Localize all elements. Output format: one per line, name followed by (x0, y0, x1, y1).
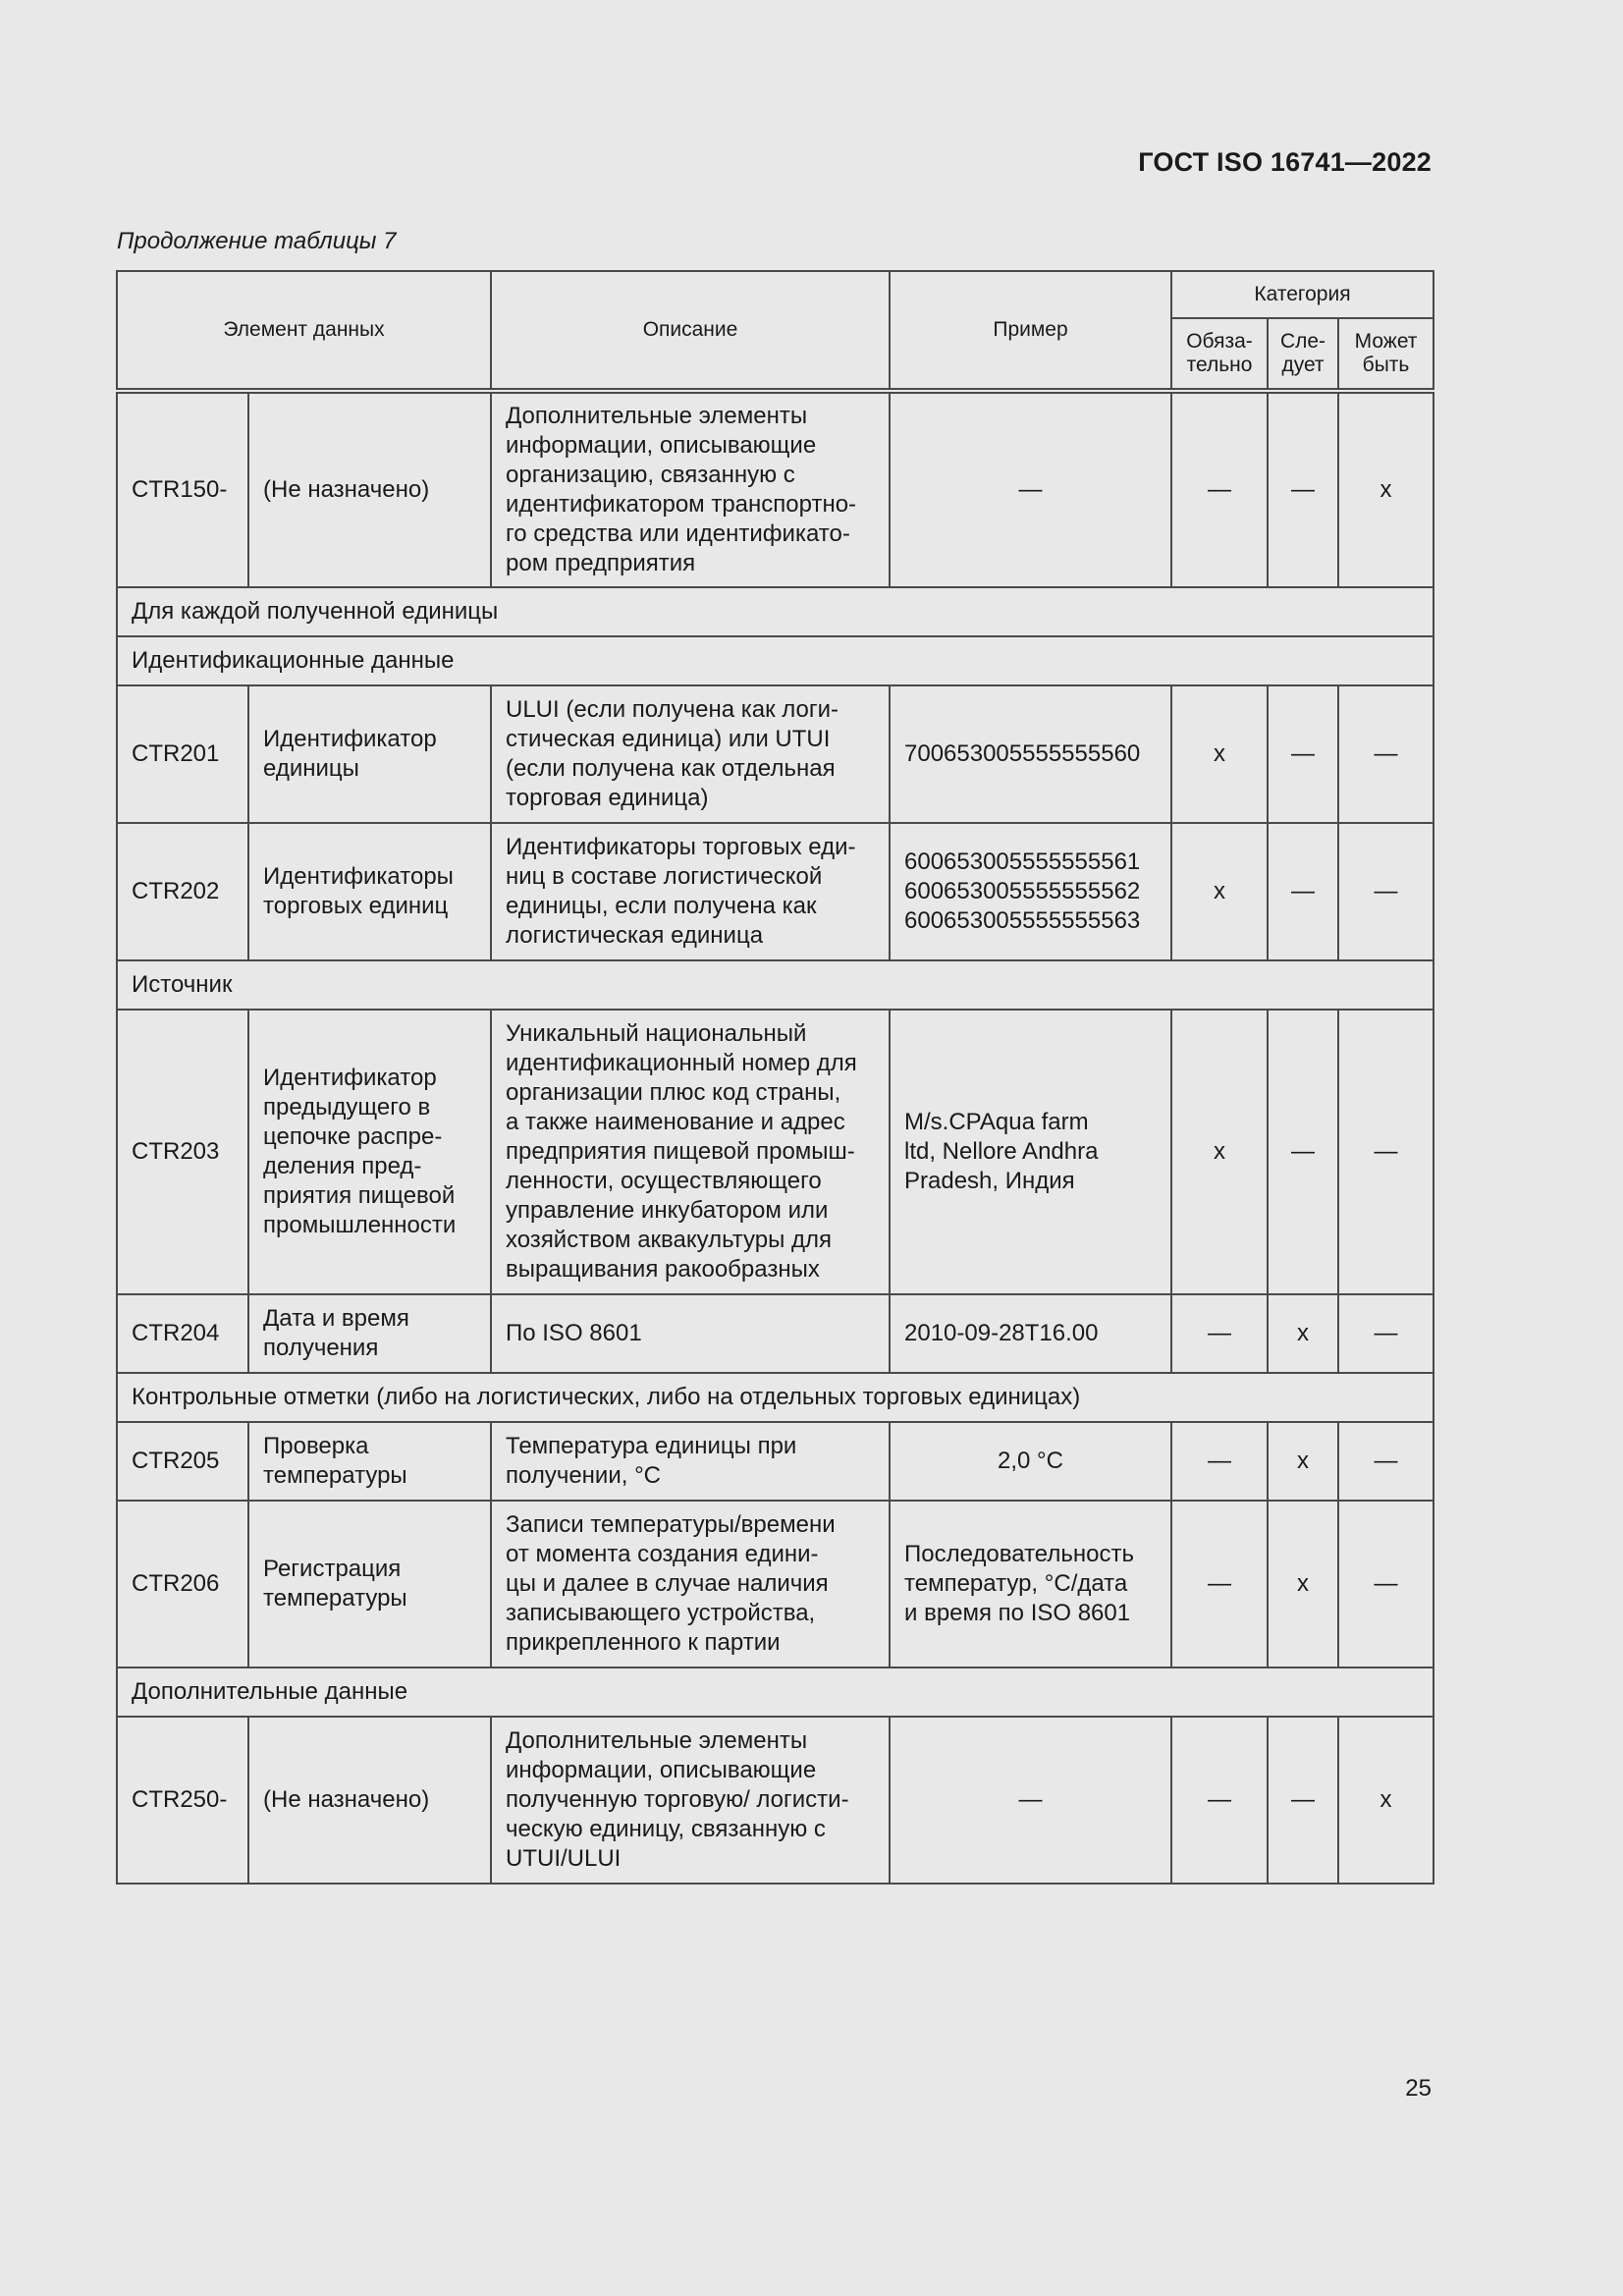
section-label: Источник (117, 960, 1434, 1010)
mandatory-cell: x (1171, 823, 1268, 960)
code-cell: CTR150- (117, 391, 248, 587)
description-cell: Дополнительные элементы информации, описывающие полученную торговую/ логисти- ческую единицу, связанную с UTUI/ULUI (491, 1717, 890, 1884)
should-cell: x (1268, 1501, 1338, 1667)
mandatory-cell: — (1171, 1501, 1268, 1667)
mandatory-cell: x (1171, 685, 1268, 823)
name-cell: Регистрация температуры (248, 1501, 491, 1667)
header-element: Элемент данных (117, 271, 491, 391)
data-table (116, 270, 1433, 1885)
mandatory-cell: — (1171, 1717, 1268, 1884)
name-cell: Идентификаторы торговых единиц (248, 823, 491, 960)
table-row (117, 1717, 1434, 1884)
table-row (117, 685, 1434, 823)
should-cell: — (1268, 685, 1338, 823)
should-cell: x (1268, 1294, 1338, 1373)
section-label: Идентификационные данные (117, 636, 1434, 685)
example-cell: 2010-09-28T16.00 (890, 1294, 1171, 1373)
table-caption: Продолжение таблицы 7 (117, 228, 397, 254)
name-cell: Проверка температуры (248, 1422, 491, 1501)
description-cell: Температура единицы при получении, °C (491, 1422, 890, 1501)
may-cell: x (1338, 391, 1434, 587)
code-cell: CTR250- (117, 1717, 248, 1884)
example-cell: — (890, 1717, 1171, 1884)
section-label: Контрольные отметки (либо на логистических, либо на отдельных торговых единицах) (117, 1373, 1434, 1422)
table-row (117, 391, 1434, 587)
code-cell: CTR203 (117, 1010, 248, 1294)
table-section-row (117, 636, 1434, 685)
table-section-row (117, 1373, 1434, 1422)
table-section-row (117, 587, 1434, 636)
example-cell: 600653005555555561 600653005555555562 600653005555555563 (890, 823, 1171, 960)
code-cell: CTR201 (117, 685, 248, 823)
code-cell: CTR202 (117, 823, 248, 960)
may-cell: — (1338, 1501, 1434, 1667)
description-cell: Записи температуры/времени от момента создания едини- цы и далее в случае наличия записывающего устройства, прикрепленного к партии (491, 1501, 890, 1667)
table-row (117, 1422, 1434, 1501)
description-cell: Уникальный национальный идентификационный номер для организации плюс код страны, а также наименование и адрес предприятия пищевой промыш- ленности, осуществляющего управление инкубатором или хозяйством аквакультуры для выращивания ракообразных (491, 1010, 890, 1294)
may-cell: — (1338, 823, 1434, 960)
example-cell: 2,0 °C (890, 1422, 1171, 1501)
table-row (117, 823, 1434, 960)
name-cell: Идентификатор предыдущего в цепочке распре- деления пред- приятия пищевой промышленности (248, 1010, 491, 1294)
should-cell: — (1268, 391, 1338, 587)
code-cell: CTR204 (117, 1294, 248, 1373)
table-row (117, 1294, 1434, 1373)
may-cell: — (1338, 685, 1434, 823)
description-cell: По ISO 8601 (491, 1294, 890, 1373)
description-cell: Дополнительные элементы информации, описывающие организацию, связанную с идентификатором транспортно- го средства или идентификато- ром предприятия (491, 391, 890, 587)
should-cell: — (1268, 1010, 1338, 1294)
mandatory-cell: — (1171, 1294, 1268, 1373)
header-should: Сле- дует (1268, 318, 1338, 391)
code-cell: CTR205 (117, 1422, 248, 1501)
header-description: Описание (491, 271, 890, 391)
table-section-row (117, 960, 1434, 1010)
table-body (117, 391, 1434, 1884)
should-cell: — (1268, 1717, 1338, 1884)
example-cell: M/s.CPAqua farm ltd, Nellore Andhra Pradesh, Индия (890, 1010, 1171, 1294)
description-cell: ULUI (если получена как логи- стическая единица) или UTUI (если получена как отдельная торговая единица) (491, 685, 890, 823)
name-cell: (Не назначено) (248, 1717, 491, 1884)
may-cell: x (1338, 1717, 1434, 1884)
example-cell: — (890, 391, 1171, 587)
mandatory-cell: — (1171, 391, 1268, 587)
table-row (117, 1010, 1434, 1294)
page-number: 25 (1405, 2075, 1432, 2102)
example-cell: Последовательность температур, °C/дата и время по ISO 8601 (890, 1501, 1171, 1667)
name-cell: Дата и время получения (248, 1294, 491, 1373)
document-header: ГОСТ ISO 16741—2022 (1138, 147, 1432, 177)
code-cell: CTR206 (117, 1501, 248, 1667)
header-may: Может быть (1338, 318, 1434, 391)
name-cell: (Не назначено) (248, 391, 491, 587)
header-category: Категория (1171, 271, 1434, 318)
should-cell: — (1268, 823, 1338, 960)
may-cell: — (1338, 1294, 1434, 1373)
header-mandatory: Обяза- тельно (1171, 318, 1268, 391)
name-cell: Идентификатор единицы (248, 685, 491, 823)
may-cell: — (1338, 1010, 1434, 1294)
table-row (117, 1501, 1434, 1667)
mandatory-cell: x (1171, 1010, 1268, 1294)
example-cell: 700653005555555560 (890, 685, 1171, 823)
section-label: Дополнительные данные (117, 1667, 1434, 1717)
mandatory-cell: — (1171, 1422, 1268, 1501)
should-cell: x (1268, 1422, 1338, 1501)
table-section-row (117, 1667, 1434, 1717)
header-example: Пример (890, 271, 1171, 391)
description-cell: Идентификаторы торговых еди- ниц в составе логистической единицы, если получена как логистическая единица (491, 823, 890, 960)
may-cell: — (1338, 1422, 1434, 1501)
section-label: Для каждой полученной единицы (117, 587, 1434, 636)
